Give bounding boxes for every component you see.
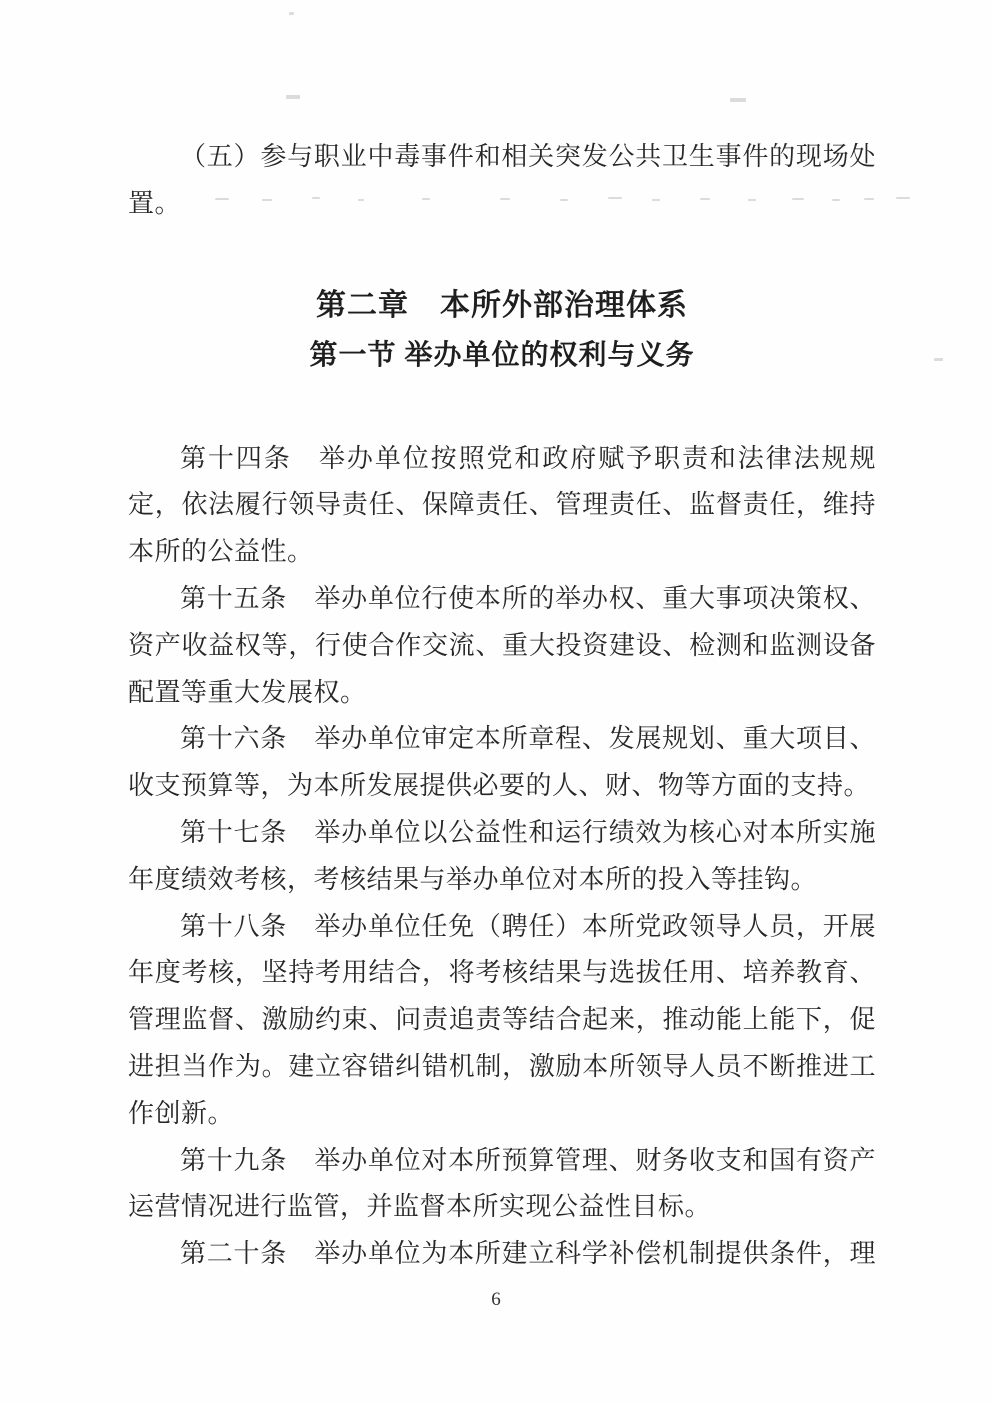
scan-artifact: [262, 199, 272, 201]
article-text: 举办单位对本所预算管理、财务收支和国有资产运营情况进行监管，并监督本所实现公益性目标。: [128, 1145, 876, 1222]
scan-artifact: [934, 358, 943, 361]
scan-artifact: [730, 98, 746, 102]
article-number: 第十六条: [180, 724, 288, 754]
intro-paragraph: [128, 134, 876, 228]
scan-artifact: [792, 198, 804, 200]
page-number: 6: [491, 1289, 501, 1310]
document-content: [128, 0, 876, 1278]
article-number: 第十五条: [180, 583, 288, 613]
article-text: 举办单位为本所建立科学补偿机制提供条件，理: [314, 1239, 876, 1269]
article-text: 举办单位行使本所的举办权、重大事项决策权、资产收益权等，行使合作交流、重大投资建设、检测和监测设备配置等重大发展权。: [128, 583, 876, 707]
article-text: 举办单位任免（聘任）本所党政领导人员，开展年度考核，坚持考用结合，将考核结果与选拔任用、培养教育、管理监督、激励约束、问责追责等结合起来，推动能上能下，促进担当作为。建立容错纠错机制，激励本所领导人员不断推进工作创新。: [128, 911, 876, 1128]
article-paragraph-16: [128, 716, 876, 810]
article-paragraph-15: [128, 576, 876, 716]
scan-artifact: [358, 199, 364, 201]
article-number: 第十八条: [180, 911, 288, 941]
article-number: 第十九条: [180, 1145, 288, 1175]
article-number: 第十四条: [180, 443, 292, 473]
article-number: 第二十条: [180, 1239, 288, 1269]
article-text: 举办单位审定本所章程、发展规划、重大项目、收支预算等，为本所发展提供必要的人、财、物等方面的支持。: [128, 724, 876, 801]
scan-artifact: [289, 12, 294, 15]
scan-artifact: [700, 198, 710, 200]
article-paragraph-14: [128, 436, 876, 576]
articles-block: [128, 436, 876, 1278]
chapter-heading: 第二章 本所外部治理体系: [316, 288, 688, 322]
article-paragraph-20: [128, 1231, 876, 1278]
scan-artifact: [748, 199, 756, 201]
article-text: 举办单位以公益性和运行绩效为核心对本所实施年度绩效考核，考核结果与举办单位对本所的投入等挂钩。: [128, 817, 876, 894]
scan-artifact: [422, 198, 430, 200]
scan-artifact: [832, 199, 840, 201]
article-paragraph-19: [128, 1138, 876, 1232]
article-paragraph-18: [128, 904, 876, 1138]
scan-artifact: [560, 199, 568, 201]
scan-artifact: [500, 198, 510, 200]
article-paragraph-17: [128, 810, 876, 904]
article-text: 举办单位按照党和政府赋予职责和法律法规规定，依法履行领导责任、保障责任、管理责任、监督责任，维持本所的公益性。: [128, 443, 876, 567]
scan-artifact: [896, 197, 910, 199]
scan-artifact: [608, 197, 622, 199]
article-number: 第十七条: [180, 817, 288, 847]
scan-artifact: [864, 198, 874, 200]
scan-artifact: [652, 199, 660, 201]
section-heading: 第一节 举办单位的权利与义务: [309, 339, 695, 371]
scan-artifact: [312, 197, 320, 199]
scan-artifact: [215, 198, 229, 200]
scan-artifact: [286, 95, 300, 99]
intro-text: （五）参与职业中毒事件和相关突发公共卫生事件的现场处置。: [128, 142, 876, 218]
